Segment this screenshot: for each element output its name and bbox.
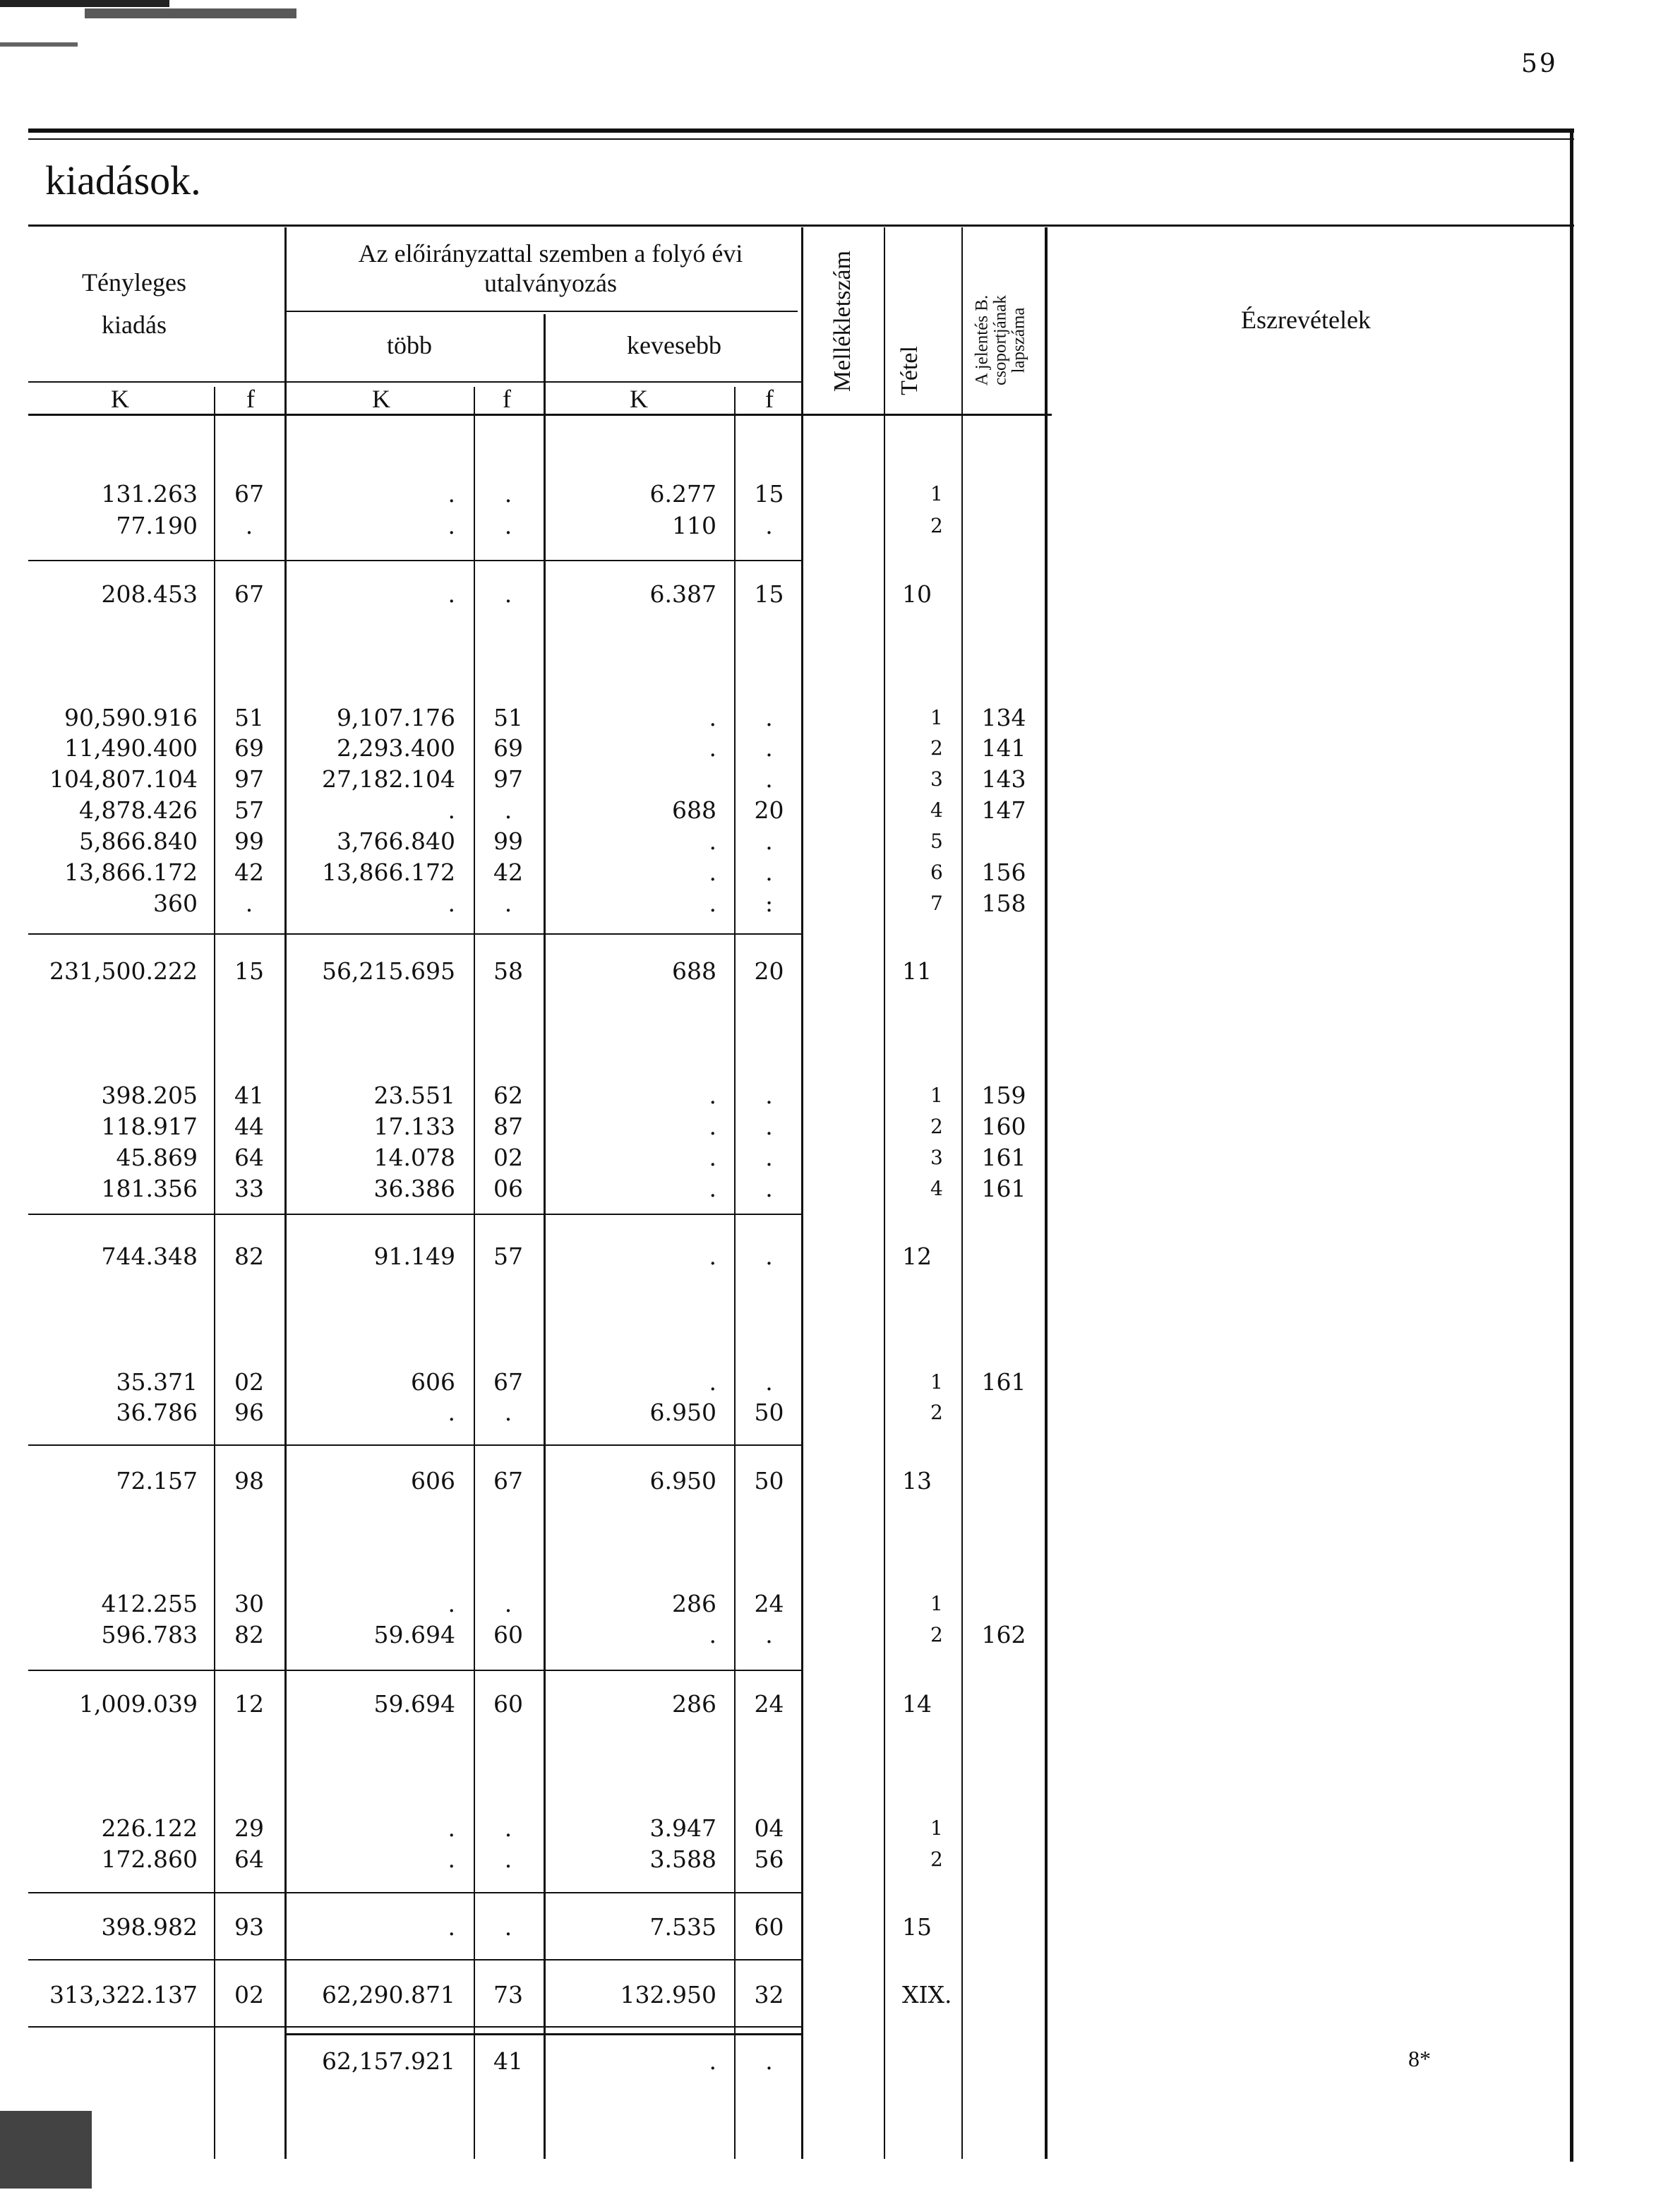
cell-tk: 77.190 bbox=[116, 512, 198, 539]
cell-tk: 90,590.916 bbox=[64, 704, 198, 731]
cell-kf: 15 bbox=[754, 580, 784, 608]
header-tobb: több bbox=[386, 331, 432, 359]
cell-kk: 132.950 bbox=[620, 1981, 716, 2009]
cell-tk: 231,500.222 bbox=[49, 957, 198, 985]
cell-tf: 12 bbox=[234, 1690, 264, 1718]
cell-tk: 45.869 bbox=[116, 1144, 198, 1171]
scan-artifact bbox=[0, 2111, 92, 2189]
header-mellekletszam: Mellékletszám bbox=[829, 250, 856, 393]
cell-tetel: 7 bbox=[930, 892, 943, 915]
col-line-eszr bbox=[1045, 227, 1048, 2159]
top-rule-2 bbox=[28, 138, 1574, 140]
cell-mf: . bbox=[504, 1399, 512, 1426]
cell-tetel: 3 bbox=[930, 1146, 943, 1169]
cell-tetel: 2 bbox=[930, 1623, 943, 1646]
cell-kk: 688 bbox=[672, 957, 716, 985]
cell-tetel: 13 bbox=[902, 1467, 932, 1495]
cell-tetel: 12 bbox=[902, 1243, 932, 1270]
cell-mk: 27,182.104 bbox=[322, 765, 455, 793]
col-line-kk bbox=[544, 314, 546, 2159]
cell-tk: 360 bbox=[153, 890, 198, 917]
cell-kk: . bbox=[709, 704, 716, 731]
cell-tk: 104,807.104 bbox=[49, 765, 198, 793]
cell-kk: 110 bbox=[672, 512, 716, 539]
cell-tf: 57 bbox=[234, 796, 264, 824]
cell-kk: . bbox=[709, 2047, 716, 2075]
cell-kk: 7.535 bbox=[649, 1913, 716, 1941]
header-f3: f bbox=[765, 385, 774, 413]
cell-tk: 596.783 bbox=[101, 1621, 198, 1648]
cell-mf: . bbox=[504, 480, 512, 508]
header-jelentes-line3: lapszáma bbox=[1009, 307, 1028, 373]
cell-lap: 162 bbox=[981, 1621, 1026, 1648]
cell-mk: 606 bbox=[411, 1467, 455, 1495]
cell-mf: 87 bbox=[493, 1113, 523, 1140]
cell-lap: 161 bbox=[981, 1144, 1026, 1171]
cell-kk: . bbox=[709, 1175, 716, 1202]
cell-kk: 6.277 bbox=[649, 480, 716, 508]
header-jelentes-line2: csoportjának bbox=[990, 295, 1010, 385]
header-eszrevetelek: Észrevételek bbox=[1241, 306, 1371, 334]
cell-mk: 59.694 bbox=[373, 1621, 455, 1648]
header-tetel: Tétel bbox=[896, 346, 923, 395]
cell-tetel: 11 bbox=[902, 957, 932, 985]
scan-artifact bbox=[0, 0, 169, 7]
cell-tf: 51 bbox=[234, 704, 264, 731]
cell-lap: 159 bbox=[981, 1082, 1026, 1109]
cell-tf: 30 bbox=[234, 1590, 264, 1617]
group-rule bbox=[28, 1444, 801, 1446]
cell-kf: 50 bbox=[754, 1399, 784, 1426]
cell-mk: . bbox=[448, 796, 455, 824]
cell-tetel: 5 bbox=[930, 830, 943, 853]
cell-tetel: 1 bbox=[930, 1370, 943, 1394]
cell-tk: 181.356 bbox=[101, 1175, 198, 1202]
cell-mk: . bbox=[448, 890, 455, 917]
cell-tf: 64 bbox=[234, 1845, 264, 1873]
cell-mf: . bbox=[504, 796, 512, 824]
cell-kk: 6.950 bbox=[649, 1399, 716, 1426]
cell-kf: 04 bbox=[754, 1814, 784, 1842]
cell-kf: 60 bbox=[754, 1913, 784, 1941]
header-kf-rule bbox=[28, 381, 801, 383]
header-jelentes-line1: A jelentés B. bbox=[972, 294, 992, 386]
cell-tetel: 4 bbox=[930, 1177, 943, 1200]
cell-kk: . bbox=[709, 734, 716, 762]
cell-kf: 50 bbox=[754, 1467, 784, 1495]
cell-kk: . bbox=[709, 1082, 716, 1109]
cell-mf: 42 bbox=[493, 858, 523, 886]
cell-mf: 67 bbox=[493, 1467, 523, 1495]
cell-tk: 412.255 bbox=[101, 1590, 198, 1617]
cell-tetel: 2 bbox=[930, 1848, 943, 1871]
cell-mk: 2,293.400 bbox=[337, 734, 455, 762]
cell-mk: 606 bbox=[411, 1368, 455, 1396]
cell-tf: 64 bbox=[234, 1144, 264, 1171]
cell-tetel: 14 bbox=[902, 1690, 932, 1718]
cell-mk: . bbox=[448, 1845, 455, 1873]
cell-mk: . bbox=[448, 1913, 455, 1941]
cell-lap: 134 bbox=[981, 704, 1026, 731]
group-rule bbox=[28, 2026, 801, 2028]
cell-tf: 33 bbox=[234, 1175, 264, 1202]
cell-tetel: 1 bbox=[930, 482, 943, 505]
cell-lap: 161 bbox=[981, 1368, 1026, 1396]
cell-tetel: 1 bbox=[930, 1084, 943, 1107]
cell-lap: 143 bbox=[981, 765, 1026, 793]
cell-tetel: 1 bbox=[930, 1816, 943, 1840]
cell-tf: 82 bbox=[234, 1621, 264, 1648]
cell-tf: 42 bbox=[234, 858, 264, 886]
group-rule bbox=[28, 1892, 801, 1893]
right-border bbox=[1570, 128, 1573, 2162]
col-line-tetel bbox=[884, 227, 885, 2159]
cell-kf: . bbox=[765, 827, 773, 855]
cell-tf: 97 bbox=[234, 765, 264, 793]
cell-mf: 60 bbox=[493, 1690, 523, 1718]
cell-kf: . bbox=[765, 2047, 773, 2075]
cell-kk: 6.950 bbox=[649, 1467, 716, 1495]
cell-mf: 99 bbox=[493, 827, 523, 855]
cell-mf: 41 bbox=[493, 2047, 523, 2075]
header-eloir: Az előirányzattal szemben a folyó évi utalványozás bbox=[358, 239, 743, 297]
cell-kk: 3.947 bbox=[649, 1814, 716, 1842]
cell-mk: . bbox=[448, 1399, 455, 1426]
header-tenyleges: Tényleges kiadás bbox=[82, 268, 186, 339]
cell-kk: . bbox=[709, 1144, 716, 1171]
cell-tf: 69 bbox=[234, 734, 264, 762]
cell-kk: . bbox=[709, 827, 716, 855]
cell-kf: . bbox=[765, 1082, 773, 1109]
cell-tk: 1,009.039 bbox=[79, 1690, 198, 1718]
cell-lap: 147 bbox=[981, 796, 1026, 824]
cell-kf: . bbox=[765, 1144, 773, 1171]
cell-kk: 286 bbox=[672, 1590, 716, 1617]
cell-tk: 72.157 bbox=[116, 1467, 198, 1495]
cell-mk: 13,866.172 bbox=[322, 858, 455, 886]
cell-tk: 226.122 bbox=[101, 1814, 198, 1842]
cell-kf: . bbox=[765, 1368, 773, 1396]
cell-mk: 3,766.840 bbox=[337, 827, 455, 855]
header-k2: K bbox=[372, 385, 390, 413]
cell-tk: 5,866.840 bbox=[79, 827, 198, 855]
cell-kk: 286 bbox=[672, 1690, 716, 1718]
cell-kf: . bbox=[765, 1621, 773, 1648]
cell-mf: . bbox=[504, 580, 512, 608]
cell-tf: 44 bbox=[234, 1113, 264, 1140]
cell-kf: 20 bbox=[754, 796, 784, 824]
cell-tetel: 4 bbox=[930, 798, 943, 822]
cell-mk: . bbox=[448, 580, 455, 608]
cell-tf: . bbox=[245, 890, 253, 917]
group-rule bbox=[28, 1959, 801, 1960]
cell-tetel: 3 bbox=[930, 767, 943, 791]
cell-mk: . bbox=[448, 1590, 455, 1617]
cell-mf: 67 bbox=[493, 1368, 523, 1396]
cell-kf: 32 bbox=[754, 1981, 784, 2009]
cell-tetel: 10 bbox=[902, 580, 932, 608]
cell-kf: 24 bbox=[754, 1590, 784, 1617]
cell-lap: 158 bbox=[981, 890, 1026, 917]
footer-mark: 8* bbox=[1408, 2046, 1431, 2071]
cell-tk: 118.917 bbox=[101, 1113, 198, 1140]
col-line-mell bbox=[801, 227, 803, 2159]
cell-tk: 131.263 bbox=[101, 480, 198, 508]
cell-kf: 15 bbox=[754, 480, 784, 508]
cell-mk: 36.386 bbox=[373, 1175, 455, 1202]
header-k1: K bbox=[111, 385, 129, 413]
cell-tk: 398.205 bbox=[101, 1082, 198, 1109]
cell-lap: 160 bbox=[981, 1113, 1026, 1140]
scan-artifact bbox=[0, 42, 78, 47]
cell-mk: 62,290.871 bbox=[322, 1981, 455, 2009]
cell-tetel: 6 bbox=[930, 861, 943, 884]
cell-kk: . bbox=[709, 1621, 716, 1648]
cell-mf: 57 bbox=[493, 1243, 523, 1270]
cell-kf: : bbox=[764, 890, 774, 917]
col-line-mk bbox=[284, 227, 287, 2159]
cell-tf: 41 bbox=[234, 1082, 264, 1109]
cell-mk: 23.551 bbox=[373, 1082, 455, 1109]
cell-tk: 398.982 bbox=[101, 1913, 198, 1941]
cell-mf: 51 bbox=[493, 704, 523, 731]
header-bottom-rule bbox=[28, 414, 1052, 416]
cell-tf: 96 bbox=[234, 1399, 264, 1426]
cell-mk: 59.694 bbox=[373, 1690, 455, 1718]
group-rule bbox=[28, 1214, 801, 1215]
cell-kf: . bbox=[765, 765, 773, 793]
group-rule bbox=[28, 1670, 801, 1671]
cell-tf: 82 bbox=[234, 1243, 264, 1270]
cell-tetel: 2 bbox=[930, 1115, 943, 1138]
cell-mk: 91.149 bbox=[373, 1243, 455, 1270]
cell-kk: . bbox=[709, 890, 716, 917]
cell-tf: 02 bbox=[234, 1981, 264, 2009]
cell-tk: 4,878.426 bbox=[79, 796, 198, 824]
cell-tetel: 1 bbox=[930, 1592, 943, 1615]
cell-kf: 20 bbox=[754, 957, 784, 985]
cell-tetel: 2 bbox=[930, 1401, 943, 1424]
cell-kk: . bbox=[709, 858, 716, 886]
scan-artifact bbox=[85, 8, 296, 18]
cell-kk: 6.387 bbox=[649, 580, 716, 608]
cell-mf: 06 bbox=[493, 1175, 523, 1202]
cell-mk: . bbox=[448, 1814, 455, 1842]
top-double-rule bbox=[28, 128, 1574, 133]
cell-mk: . bbox=[448, 512, 455, 539]
header-k3: K bbox=[630, 385, 648, 413]
cell-mk: 14.078 bbox=[373, 1144, 455, 1171]
cell-mf: 58 bbox=[493, 957, 523, 985]
cell-kk: 3.588 bbox=[649, 1845, 716, 1873]
cell-tk: 172.860 bbox=[101, 1845, 198, 1873]
cell-tetel: 2 bbox=[930, 736, 943, 760]
cell-tetel: 15 bbox=[902, 1913, 932, 1941]
cell-mf: 73 bbox=[493, 1981, 523, 2009]
cell-tf: . bbox=[245, 512, 253, 539]
cell-mk: 56,215.695 bbox=[322, 957, 455, 985]
header-rule-eloir bbox=[286, 311, 798, 312]
cell-mf: 02 bbox=[493, 1144, 523, 1171]
cell-tf: 99 bbox=[234, 827, 264, 855]
header-jelentes bbox=[973, 244, 1033, 438]
cell-tf: 98 bbox=[234, 1467, 264, 1495]
cell-mf: . bbox=[504, 1845, 512, 1873]
cell-mf: 69 bbox=[493, 734, 523, 762]
cell-tk: 313,322.137 bbox=[49, 1981, 198, 2009]
cell-kk: . bbox=[709, 1113, 716, 1140]
cell-kf: . bbox=[765, 1175, 773, 1202]
cell-tf: 67 bbox=[234, 580, 264, 608]
title-rule bbox=[28, 225, 1574, 227]
group-rule bbox=[28, 933, 801, 935]
cell-kk: . bbox=[709, 1243, 716, 1270]
cell-tk: 208.453 bbox=[101, 580, 198, 608]
cell-kk: 688 bbox=[672, 796, 716, 824]
cell-tk: 36.786 bbox=[116, 1399, 198, 1426]
cell-mf: 60 bbox=[493, 1621, 523, 1648]
cell-mf: . bbox=[504, 512, 512, 539]
cell-mk: 17.133 bbox=[373, 1113, 455, 1140]
cell-kf: . bbox=[765, 1243, 773, 1270]
cell-kf: . bbox=[765, 1113, 773, 1140]
cell-lap: 161 bbox=[981, 1175, 1026, 1202]
cell-kf: 56 bbox=[754, 1845, 784, 1873]
cell-mk: 9,107.176 bbox=[337, 704, 455, 731]
cell-kk: . bbox=[709, 1368, 716, 1396]
header-kevesebb: kevesebb bbox=[627, 331, 721, 359]
page-number: 59 bbox=[1521, 49, 1558, 78]
cell-tf: 67 bbox=[234, 480, 264, 508]
cell-tetel: XIX. bbox=[902, 1981, 952, 2009]
cell-mf: . bbox=[504, 1590, 512, 1617]
cell-mf: . bbox=[504, 890, 512, 917]
cell-tetel: 1 bbox=[930, 706, 943, 729]
cell-lap: 156 bbox=[981, 858, 1026, 886]
cell-kf: 24 bbox=[754, 1690, 784, 1718]
cell-mf: . bbox=[504, 1814, 512, 1842]
page-title: kiadások. bbox=[45, 157, 201, 203]
brace-rule bbox=[286, 2033, 801, 2035]
cell-kf: . bbox=[765, 704, 773, 731]
cell-mk: . bbox=[448, 480, 455, 508]
cell-mk: 62,157.921 bbox=[322, 2047, 455, 2075]
cell-tf: 15 bbox=[234, 957, 264, 985]
cell-tf: 02 bbox=[234, 1368, 264, 1396]
cell-lap: 141 bbox=[981, 734, 1026, 762]
group-rule bbox=[28, 560, 801, 561]
cell-kf: . bbox=[765, 512, 773, 539]
cell-tetel: 2 bbox=[930, 514, 943, 537]
cell-tf: 93 bbox=[234, 1913, 264, 1941]
cell-tk: 13,866.172 bbox=[64, 858, 198, 886]
cell-mf: 97 bbox=[493, 765, 523, 793]
header-f1: f bbox=[246, 385, 255, 413]
cell-tk: 35.371 bbox=[116, 1368, 198, 1396]
header-f2: f bbox=[503, 385, 511, 413]
cell-mf: 62 bbox=[493, 1082, 523, 1109]
cell-tk: 11,490.400 bbox=[64, 734, 198, 762]
cell-mf: . bbox=[504, 1913, 512, 1941]
cell-kf: . bbox=[765, 858, 773, 886]
cell-tk: 744.348 bbox=[101, 1243, 198, 1270]
cell-kf: . bbox=[765, 734, 773, 762]
cell-tf: 29 bbox=[234, 1814, 264, 1842]
